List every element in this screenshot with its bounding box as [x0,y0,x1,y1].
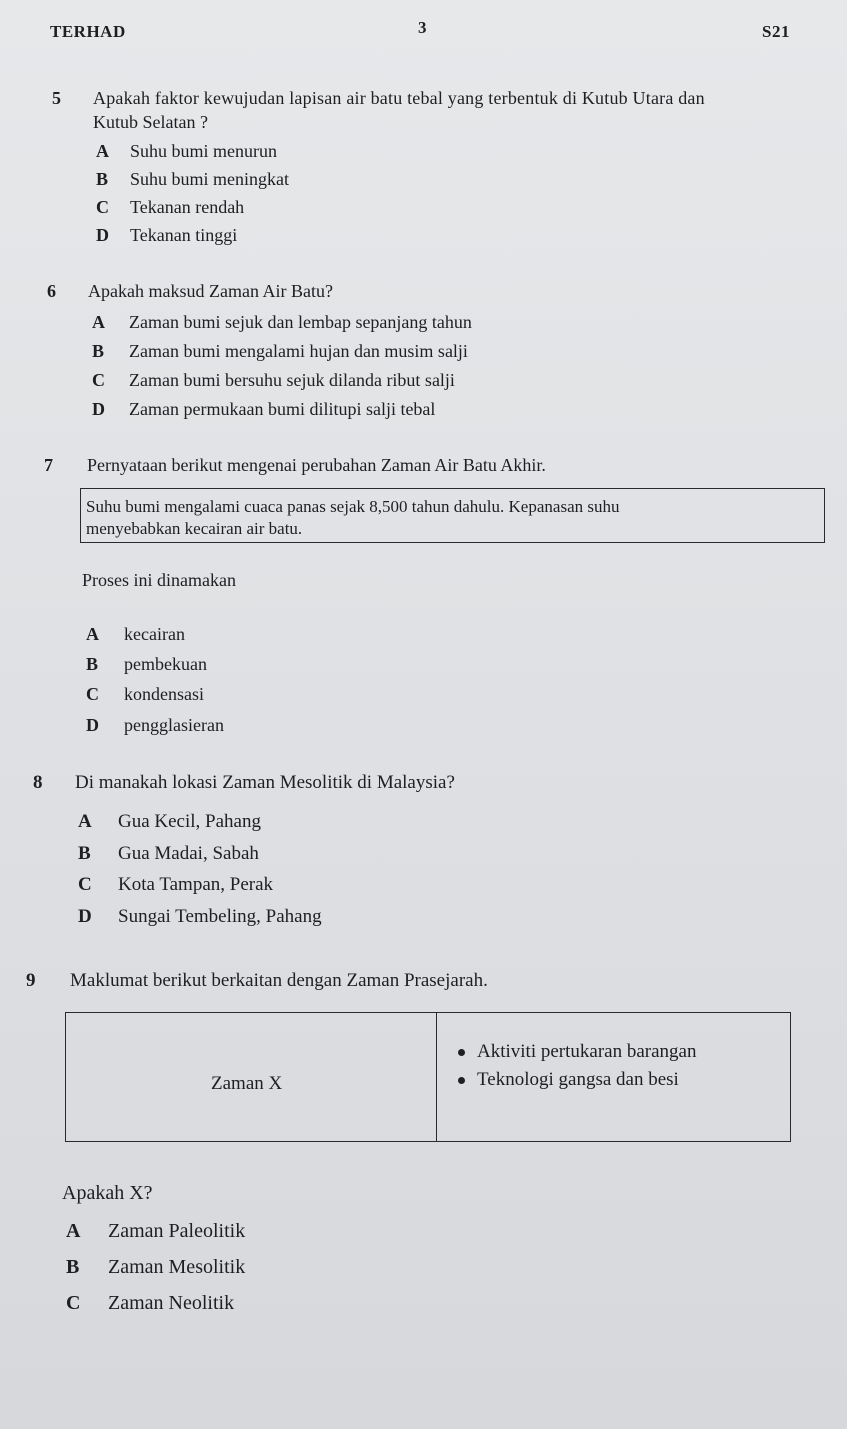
question-9-number: 9 [26,970,36,991]
bullet-icon [458,1077,465,1084]
option-text: Sungai Tembeling, Pahang [118,906,322,927]
option-text: Gua Kecil, Pahang [118,811,261,832]
option-letter: C [92,370,105,390]
option-text: Zaman Paleolitik [108,1220,246,1242]
question-6-option-a[interactable] [92,312,472,333]
question-9-option-a[interactable] [66,1220,245,1243]
question-5-option-b[interactable] [96,169,289,190]
option-text: Tekanan rendah [130,197,245,217]
option-letter: C [66,1292,81,1314]
option-text: Zaman bumi sejuk dan lembap sepanjang tahun [129,312,472,332]
option-letter: B [66,1256,80,1278]
option-letter: D [78,906,92,927]
paper-code: S21 [762,22,790,41]
question-6-option-b[interactable] [92,341,468,362]
header-label-restricted: TERHAD [50,22,126,41]
question-8-text: Di manakah lokasi Zaman Mesolitik di Malaysia? [75,772,455,793]
bullet-text: Teknologi gangsa dan besi [477,1069,679,1090]
option-letter: B [92,341,105,361]
option-letter: D [86,715,99,735]
option-text: Zaman permukaan bumi dilitupi salji tebal [129,399,436,419]
option-text: Zaman bumi mengalami hujan dan musim salji [129,341,468,361]
info-table [65,1012,791,1142]
question-9-option-c[interactable] [66,1292,234,1315]
question-8-option-c[interactable] [78,874,273,896]
option-text: pembekuan [124,654,207,674]
bullet-text: Aktiviti pertukaran barangan [477,1041,697,1062]
question-9-text: Maklumat berikut berkaitan dengan Zaman Prasejarah. [70,970,488,991]
option-text: kecairan [124,624,185,644]
option-text: Gua Madai, Sabah [118,843,259,864]
option-text: Zaman bumi bersuhu sejuk dilanda ribut salji [129,370,455,390]
option-text: pengglasieran [124,715,224,735]
question-5-number: 5 [52,88,61,108]
option-letter: A [66,1220,81,1242]
question-6-text: Apakah maksud Zaman Air Batu? [88,281,333,301]
question-7-text: Pernyataan berikut mengenai perubahan Zaman Air Batu Akhir. [87,455,546,475]
question-6-option-d[interactable] [92,399,435,420]
option-letter: C [96,197,109,217]
question-9-prompt: Apakah X? [62,1182,153,1204]
question-7-option-b[interactable] [86,654,207,675]
option-letter: B [96,169,109,189]
statement-line1: Suhu bumi mengalami cuaca panas sejak 8,500 tahun dahulu. Kepanasan suhu [86,497,620,516]
option-letter: B [86,654,99,674]
option-letter: A [96,141,109,161]
statement-line2: menyebabkan kecairan air batu. [86,519,303,538]
question-5-option-c[interactable] [96,197,244,218]
question-6-number: 6 [47,281,56,301]
option-text: Suhu bumi menurun [130,141,277,161]
option-letter: D [96,225,109,245]
question-6-option-c[interactable] [92,370,455,391]
bullet-icon [458,1049,465,1056]
question-7-option-d[interactable] [86,715,224,736]
table-left-cell: Zaman X [211,1073,283,1094]
option-text: Tekanan tinggi [130,225,238,245]
option-text: Zaman Mesolitik [108,1256,246,1278]
question-5-option-d[interactable] [96,225,237,246]
option-letter: A [86,624,99,644]
option-text: Zaman Neolitik [108,1292,235,1314]
question-7-option-a[interactable] [86,624,185,645]
question-8-option-a[interactable] [78,811,261,833]
table-bullet-1 [458,1041,696,1063]
option-letter: D [92,399,105,419]
option-letter: C [78,874,92,895]
table-divider [436,1013,437,1141]
option-letter: B [78,843,91,864]
question-9-option-b[interactable] [66,1256,245,1279]
statement-box [80,488,825,543]
question-5-text-line1: Apakah faktor kewujudan lapisan air batu tebal yang terbentuk di Kutub Utara dan [93,88,705,108]
option-letter: A [78,811,92,832]
option-letter: A [92,312,105,332]
option-letter: C [86,684,99,704]
question-7-prompt: Proses ini dinamakan [82,570,236,590]
page-number: 3 [418,18,427,37]
option-text: Suhu bumi meningkat [130,169,289,189]
question-8-option-b[interactable] [78,843,259,865]
question-7-number: 7 [44,455,53,475]
option-text: Kota Tampan, Perak [118,874,274,895]
option-text: kondensasi [124,684,204,704]
question-8-number: 8 [33,772,43,793]
question-8-option-d[interactable] [78,906,322,928]
question-5-text-line2: Kutub Selatan ? [93,112,208,132]
question-5-option-a[interactable] [96,141,277,162]
question-7-option-c[interactable] [86,684,204,705]
table-bullet-2 [458,1069,679,1091]
